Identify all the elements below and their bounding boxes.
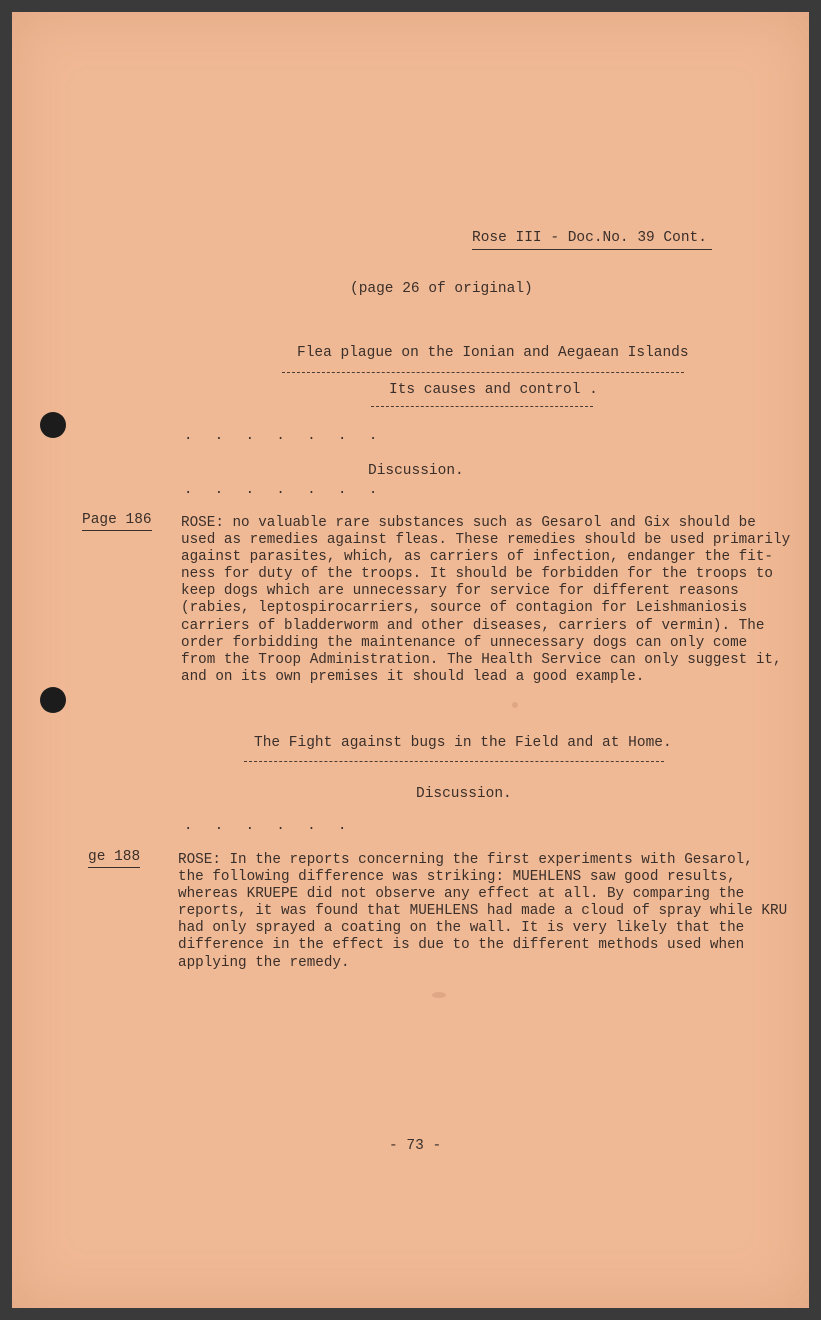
- paragraph-line: had only sprayed a coating on the wall. It is very likely that the: [178, 920, 745, 937]
- document-title: Flea plague on the Ionian and Aegaean Islands: [297, 345, 689, 361]
- page-number: - 73 -: [389, 1138, 442, 1154]
- paragraph-line: used as remedies against fleas. These remedies should be used primarily: [181, 532, 791, 549]
- original-page-note: (page 26 of original): [350, 281, 533, 297]
- punch-hole-top: [40, 412, 66, 438]
- document-reference: Rose III - Doc.No. 39 Cont.: [472, 230, 712, 250]
- paragraph-line: ROSE: In the reports concerning the first experiments with Gesarol,: [178, 852, 753, 868]
- paragraph-line: from the Troop Administration. The Health Service can only suggest it,: [181, 651, 782, 668]
- margin-page-ref-1: Page 186: [82, 512, 152, 531]
- paragraph-line: ness for duty of the troops. It should be forbidden for the troops to: [181, 566, 773, 583]
- paragraph-line: carriers of bladderworm and other diseases, carriers of vermin). The: [181, 617, 765, 634]
- document-subtitle: Its causes and control .: [389, 382, 598, 398]
- paragraph-line: (rabies, leptospirocarriers, source of contagion for Leishmaniosis: [181, 600, 748, 617]
- omission-dots-2: . . . . . . .: [184, 482, 385, 498]
- paragraph-line: the following difference was striking: MUEHLENS saw good results,: [178, 869, 736, 886]
- section-1-paragraph: [181, 515, 790, 686]
- paragraph-line: and on its own premises it should lead a good example.: [181, 668, 645, 685]
- paragraph-line: difference in the effect is due to the different methods used when: [178, 937, 745, 954]
- paragraph-line: whereas KRUEPE did not observe any effect at all. By comparing the: [178, 886, 745, 903]
- margin-page-ref-2: ge 188: [88, 849, 140, 868]
- paragraph-line: ROSE: no valuable rare substances such as Gesarol and Gix should be: [181, 515, 756, 531]
- paragraph-line: against parasites, which, as carriers of infection, endanger the fit-: [181, 549, 773, 566]
- discussion-heading-2: Discussion.: [416, 786, 512, 802]
- paragraph-line: keep dogs which are unnecessary for service for different reasons: [181, 583, 739, 600]
- section-2-underline: [244, 761, 664, 762]
- paragraph-line: order forbidding the maintenance of unnecessary dogs can only come: [181, 634, 748, 651]
- section-2-heading: The Fight against bugs in the Field and at Home.: [254, 735, 672, 751]
- paragraph-line: reports, it was found that MUEHLENS had made a cloud of spray while KRU: [178, 903, 788, 920]
- section-2-paragraph: [178, 852, 787, 972]
- paragraph-line: applying the remedy.: [178, 954, 350, 971]
- subtitle-underline: [371, 406, 593, 407]
- omission-dots-1: . . . . . . .: [184, 428, 385, 444]
- punch-hole-bottom: [40, 687, 66, 713]
- omission-dots-3: . . . . . .: [184, 818, 354, 834]
- title-underline: [282, 372, 684, 373]
- discussion-heading-1: Discussion.: [368, 463, 464, 479]
